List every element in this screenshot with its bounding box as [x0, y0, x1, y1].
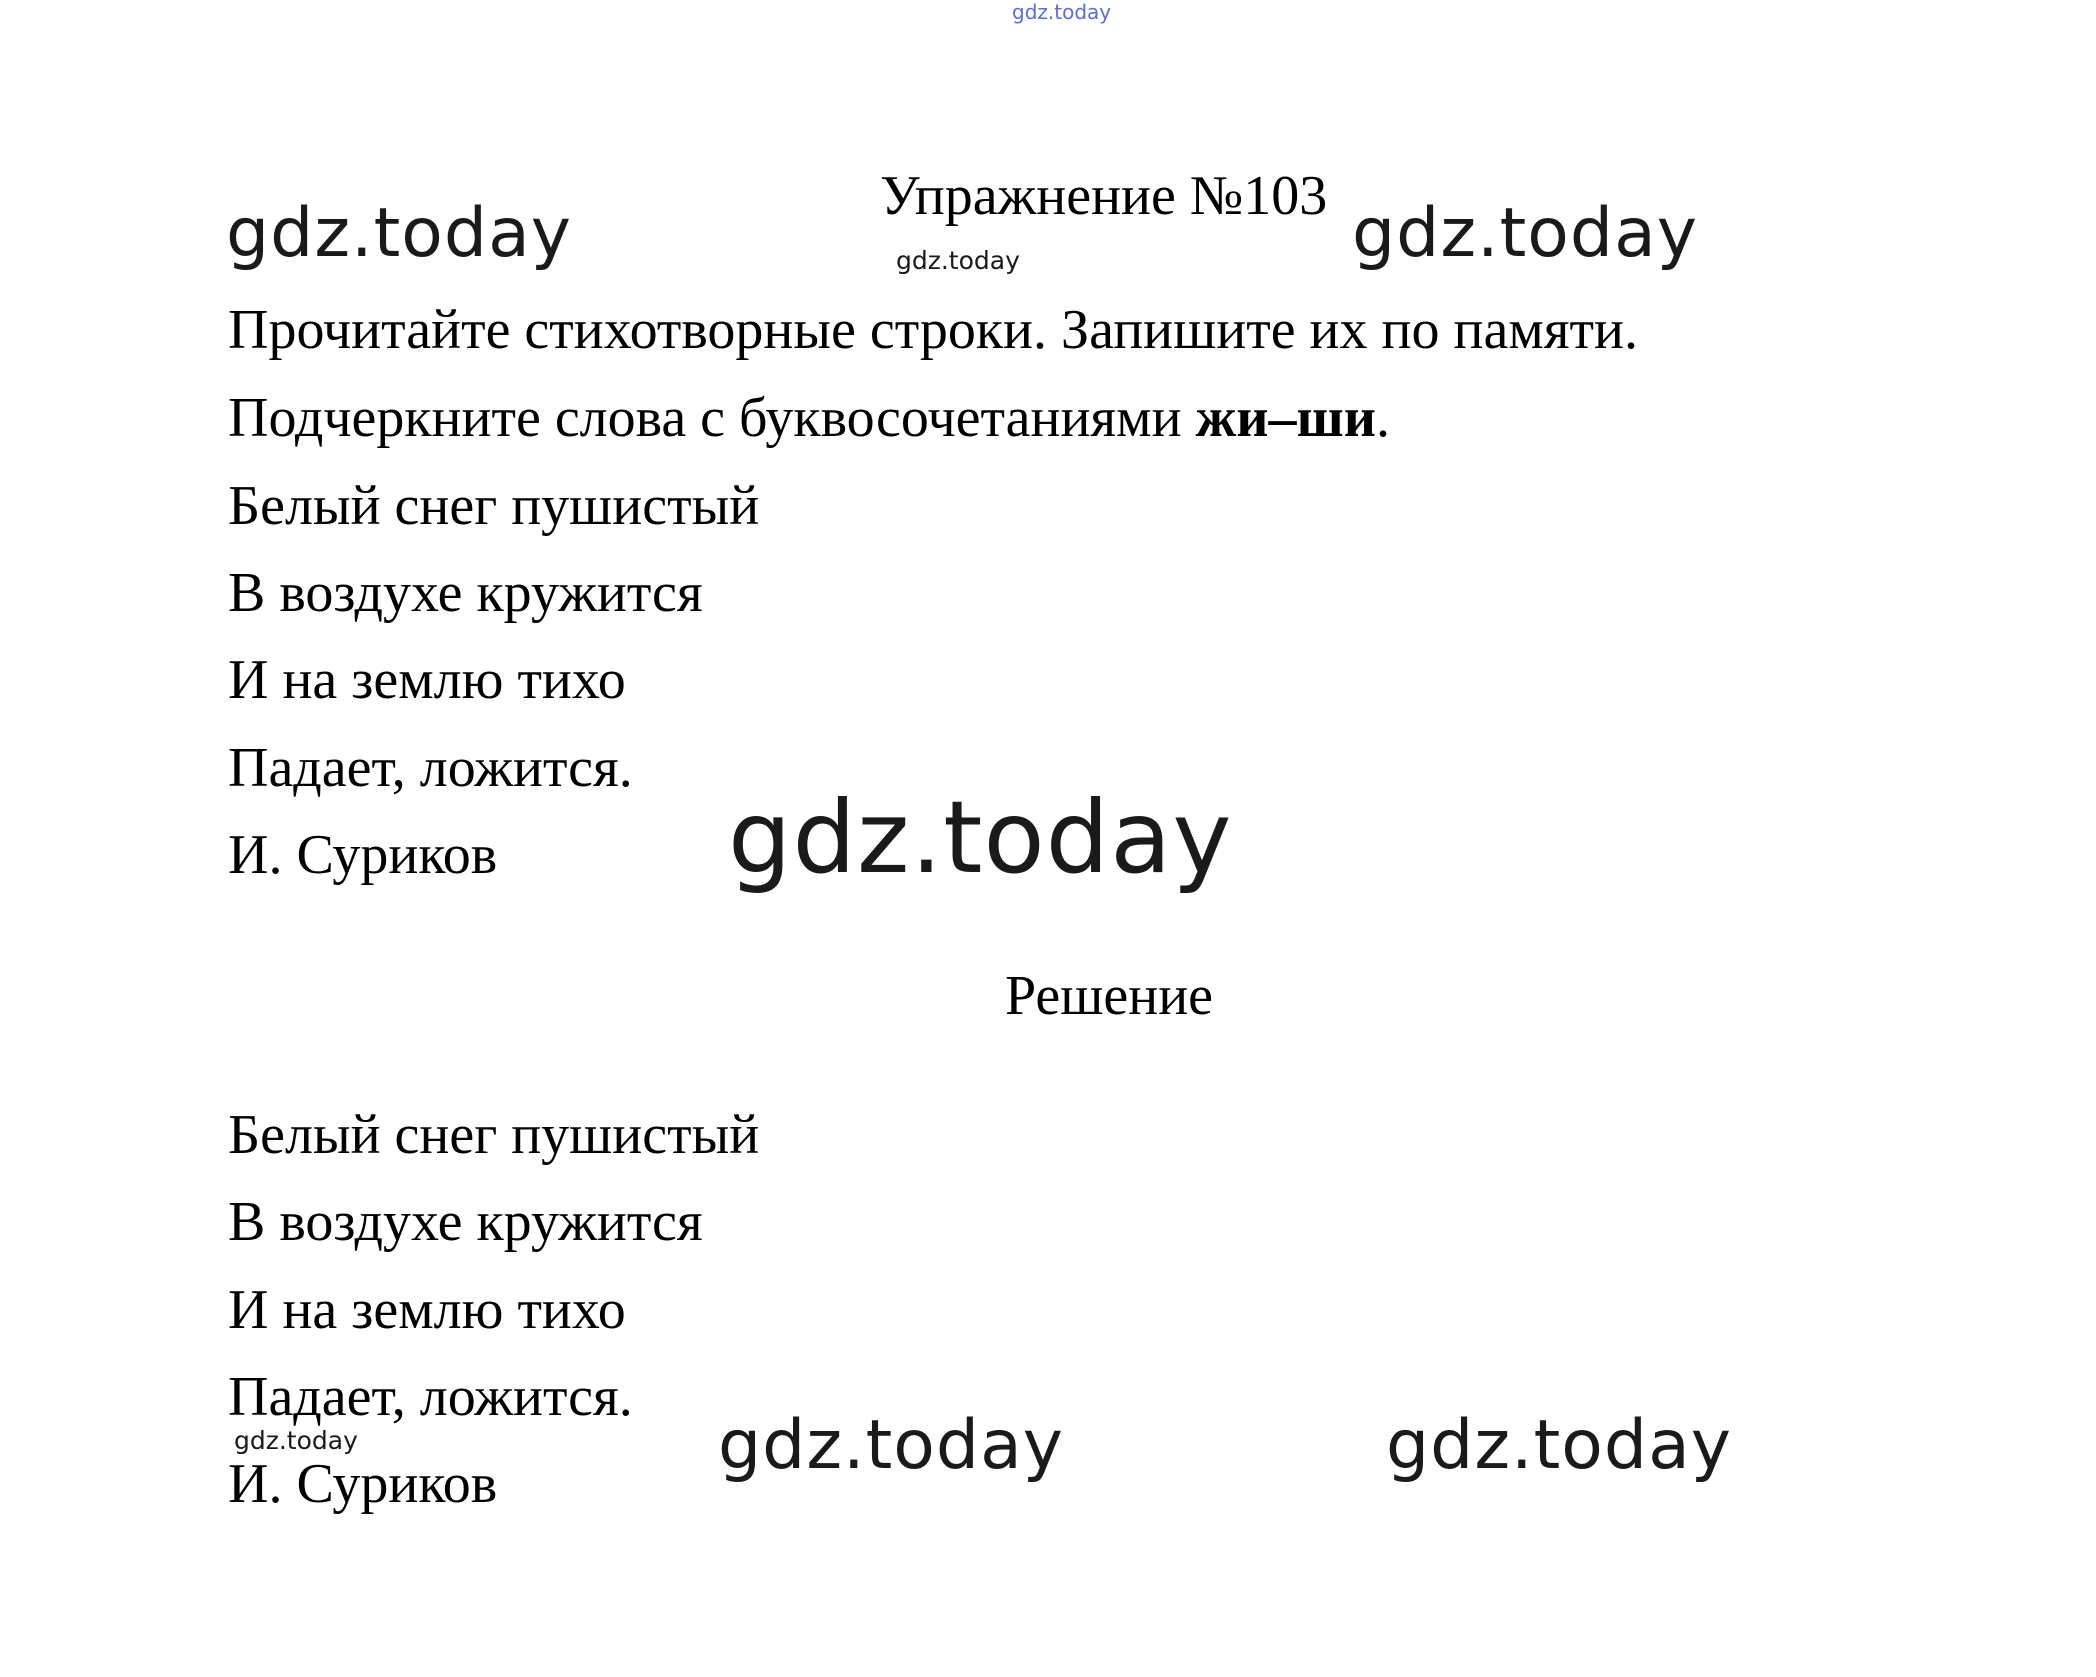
watermark-bottom-center: gdz.today: [718, 1406, 1064, 1485]
watermark-bottom-left: gdz.today: [234, 1426, 358, 1455]
solution-poem-line: Белый снег пушистый: [228, 1104, 760, 1166]
solution-heading: Решение: [1005, 965, 1214, 1027]
watermark-bottom-right: gdz.today: [1386, 1406, 1732, 1485]
poem-line: И на землю тихо: [228, 649, 626, 711]
poem-line: В воздухе кружится: [228, 562, 703, 624]
poem-author: И. Суриков: [228, 824, 498, 886]
poem-line: Падает, ложится.: [228, 737, 633, 799]
watermark-top: gdz.today: [1012, 0, 1112, 24]
solution-poem-line: Падает, ложится.: [228, 1366, 633, 1428]
solution-poem-line: В воздухе кружится: [228, 1191, 703, 1253]
watermark-header-left: gdz.today: [226, 194, 572, 273]
poem-line: Белый снег пушистый: [228, 475, 760, 537]
watermark-header-right: gdz.today: [1352, 194, 1698, 273]
exercise-title: Упражнение №103: [880, 165, 1328, 227]
watermark-header-center: gdz.today: [896, 246, 1020, 275]
solution-author: И. Суриков: [228, 1453, 498, 1515]
watermark-middle: gdz.today: [728, 779, 1233, 896]
letter-combination: жи–ши: [1195, 387, 1377, 449]
instruction-line-1: Прочитайте стихотворные строки. Запишите их по памяти.: [228, 299, 1638, 361]
instruction-line-2: [228, 387, 1391, 449]
instruction-period: .: [1376, 387, 1391, 449]
instruction-text: Подчеркните слова с буквосочетаниями: [228, 387, 1196, 449]
solution-poem-line: И на землю тихо: [228, 1279, 626, 1341]
